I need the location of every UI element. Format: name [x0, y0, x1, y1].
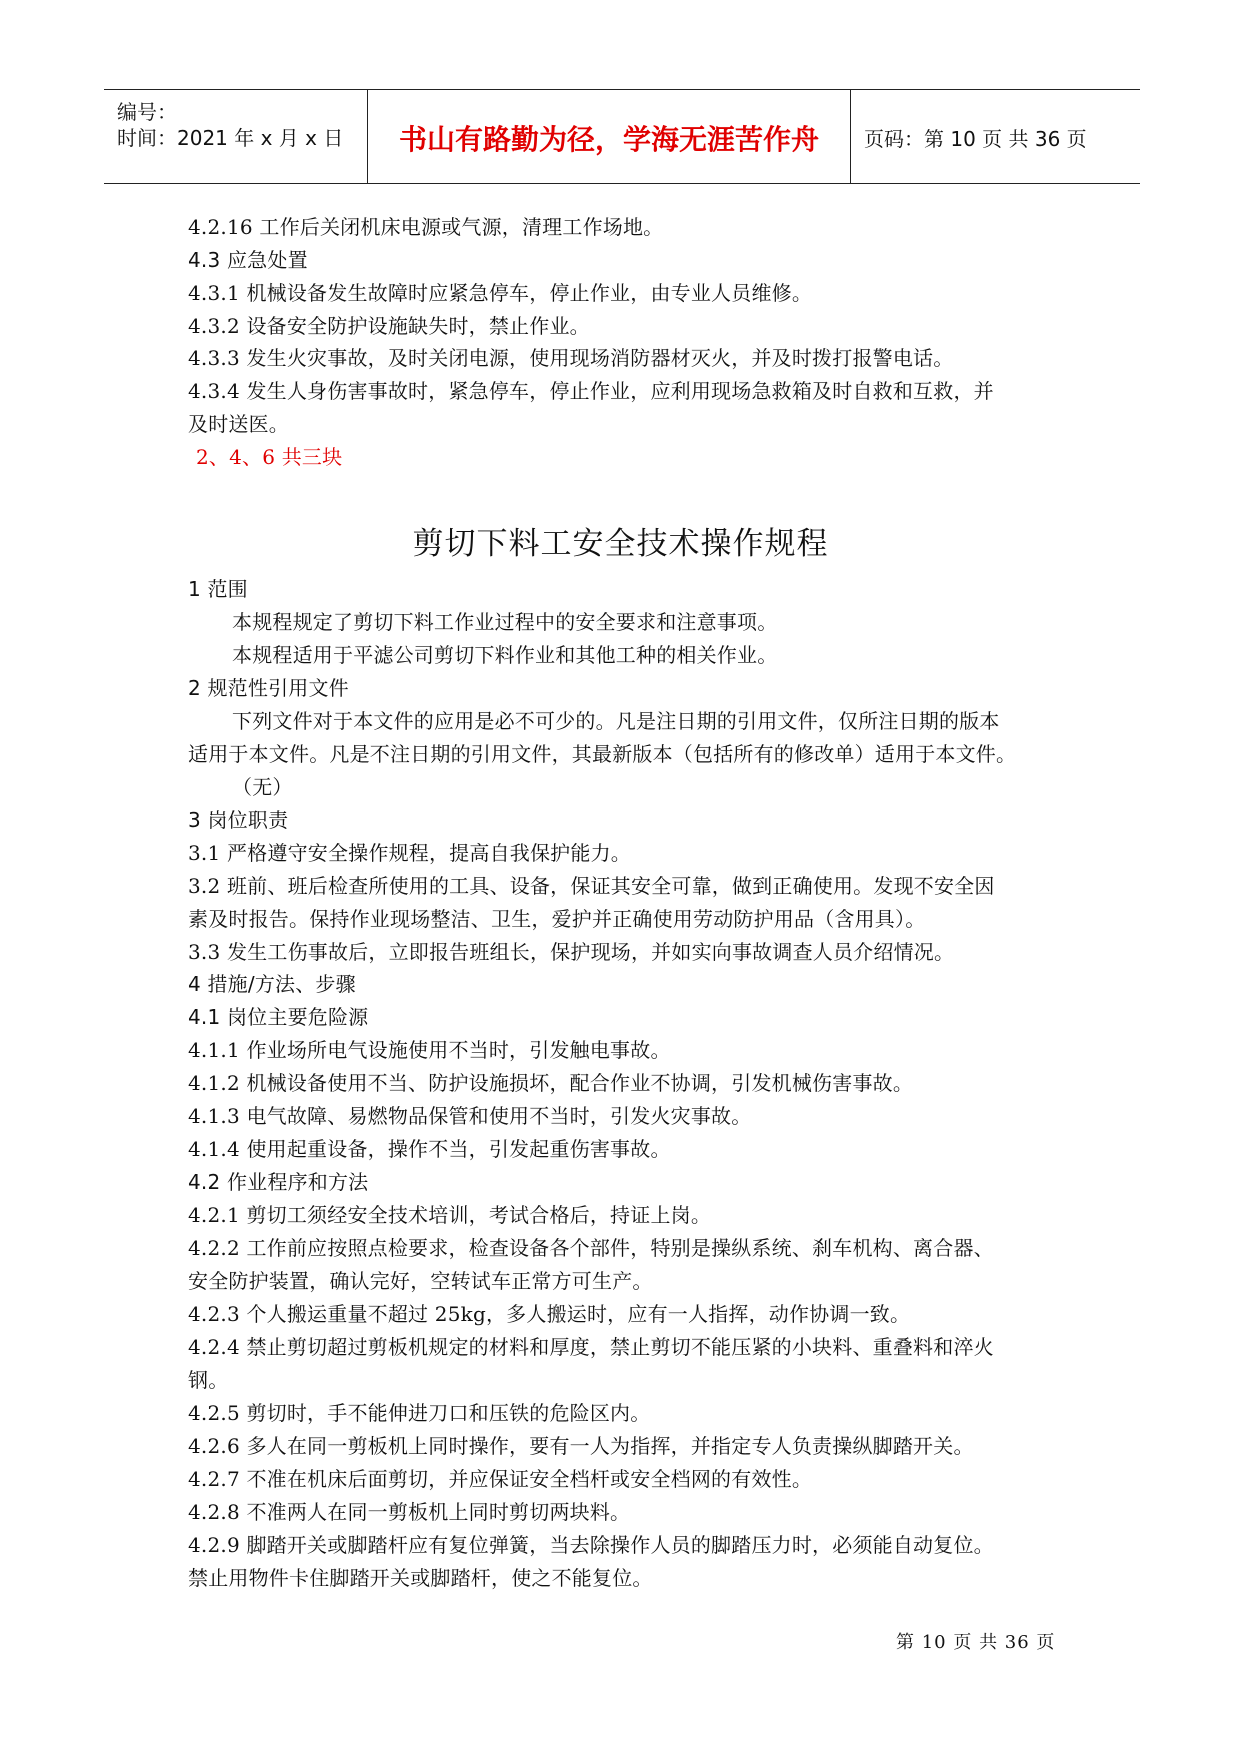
section-heading: 3 岗位职责: [188, 808, 289, 832]
paragraph-line: 4.2.8 不准两人在同一剪板机上同时剪切两块料。: [188, 1500, 631, 1524]
paragraph-line: （无）: [232, 775, 293, 799]
paragraph-line: 4.1.1 作业场所电气设施使用不当时，引发触电事故。: [188, 1038, 671, 1062]
document-time-label: 时间：2021 年 x 月 x 日: [117, 126, 344, 150]
paragraph-line: 素及时报告。保持作业现场整洁、卫生，爱护并正确使用劳动防护用品（含用具）。: [188, 907, 926, 931]
paragraph-line: 4.2.16 工作后关闭机床电源或气源，清理工作场地。: [188, 215, 664, 239]
paragraph-line: 4.1.3 电气故障、易燃物品保管和使用不当时，引发火灾事故。: [188, 1104, 752, 1128]
paragraph-line: 4.3.1 机械设备发生故障时应紧急停车，停止作业，由专业人员维修。: [188, 281, 813, 305]
header-meta-cell: [104, 90, 368, 183]
paragraph-line: 4.3.3 发生火灾事故，及时关闭电源，使用现场消防器材灭火，并及时拨打报警电话。: [188, 346, 954, 370]
document-title: 剪切下料工安全技术操作规程: [412, 526, 829, 562]
section-heading: 4.3 应急处置: [188, 248, 308, 272]
paragraph-line: 4.2.1 剪切工须经安全技术培训，考试合格后，持证上岗。: [188, 1203, 712, 1227]
paragraph-line: 本规程规定了剪切下料工作业过程中的安全要求和注意事项。: [232, 610, 778, 634]
header-page-code: 页码：第 10 页 共 36 页: [864, 127, 1087, 151]
document-number-label: 编号：: [117, 100, 177, 124]
header-motto: 书山有路勤为径，学海无涯苦作舟: [398, 123, 819, 156]
paragraph-line: 4.2.3 个人搬运重量不超过 25kg，多人搬运时，应有一人指挥，动作协调一致。: [188, 1302, 911, 1326]
paragraph-line: 适用于本文件。凡是不注日期的引用文件，其最新版本（包括所有的修改单）适用于本文件。: [188, 742, 1017, 766]
paragraph-line: 4.2.7 不准在机床后面剪切，并应保证安全档杆或安全档网的有效性。: [188, 1467, 813, 1491]
section-heading: 2 规范性引用文件: [188, 676, 349, 700]
paragraph-line: 4.1.4 使用起重设备，操作不当，引发起重伤害事故。: [188, 1137, 671, 1161]
red-note: 2、4、6 共三块: [196, 445, 343, 469]
paragraph-line: 4.2.5 剪切时，手不能伸进刀口和压铁的危险区内。: [188, 1401, 651, 1425]
header-motto-cell: [368, 90, 851, 183]
paragraph-line: 4.2.6 多人在同一剪板机上同时操作，要有一人为指挥，并指定专人负责操纵脚踏开关。: [188, 1434, 974, 1458]
paragraph-line: 及时送医。: [188, 412, 289, 436]
header-page-cell: [851, 90, 1140, 183]
paragraph-line: 安全防护装置，确认完好，空转试车正常方可生产。: [188, 1269, 653, 1293]
paragraph-line: 4.3.4 发生人身伤害事故时，紧急停车，停止作业，应利用现场急救箱及时自救和互救，并: [188, 379, 994, 403]
paragraph-line: 本规程适用于平滤公司剪切下料作业和其他工种的相关作业。: [232, 643, 778, 667]
section-heading: 4.2 作业程序和方法: [188, 1170, 369, 1194]
paragraph-line: 钢。: [188, 1368, 229, 1392]
paragraph-line: 4.2.2 工作前应按照点检要求，检查设备各个部件，特别是操纵系统、刹车机构、离合器、: [188, 1236, 994, 1260]
paragraph-line: 4.2.9 脚踏开关或脚踏杆应有复位弹簧，当去除操作人员的脚踏压力时，必须能自动复位。: [188, 1533, 994, 1557]
paragraph-line: 下列文件对于本文件的应用是必不可少的。凡是注日期的引用文件，仅所注日期的版本: [232, 709, 1000, 733]
paragraph-line: 禁止用物件卡住脚踏开关或脚踏杆，使之不能复位。: [188, 1566, 653, 1590]
paragraph-line: 4.2.4 禁止剪切超过剪板机规定的材料和厚度，禁止剪切不能压紧的小块料、重叠料和淬火: [188, 1335, 994, 1359]
paragraph-line: 3.2 班前、班后检查所使用的工具、设备，保证其安全可靠，做到正确使用。发现不安全因: [188, 874, 995, 898]
paragraph-line: 3.3 发生工伤事故后，立即报告班组长，保护现场，并如实向事故调查人员介绍情况。: [188, 940, 955, 964]
paragraph-line: 4.3.2 设备安全防护设施缺失时，禁止作业。: [188, 314, 590, 338]
page-footer: 第 10 页 共 36 页: [896, 1632, 1056, 1653]
document-header: [104, 89, 1140, 184]
paragraph-line: 4.1.2 机械设备使用不当、防护设施损坏，配合作业不协调，引发机械伤害事故。: [188, 1071, 914, 1095]
section-heading: 4 措施/方法、步骤: [188, 972, 356, 996]
section-heading: 1 范围: [188, 577, 248, 601]
paragraph-line: 3.1 严格遵守安全操作规程，提高自我保护能力。: [188, 841, 631, 865]
section-heading: 4.1 岗位主要危险源: [188, 1005, 369, 1029]
